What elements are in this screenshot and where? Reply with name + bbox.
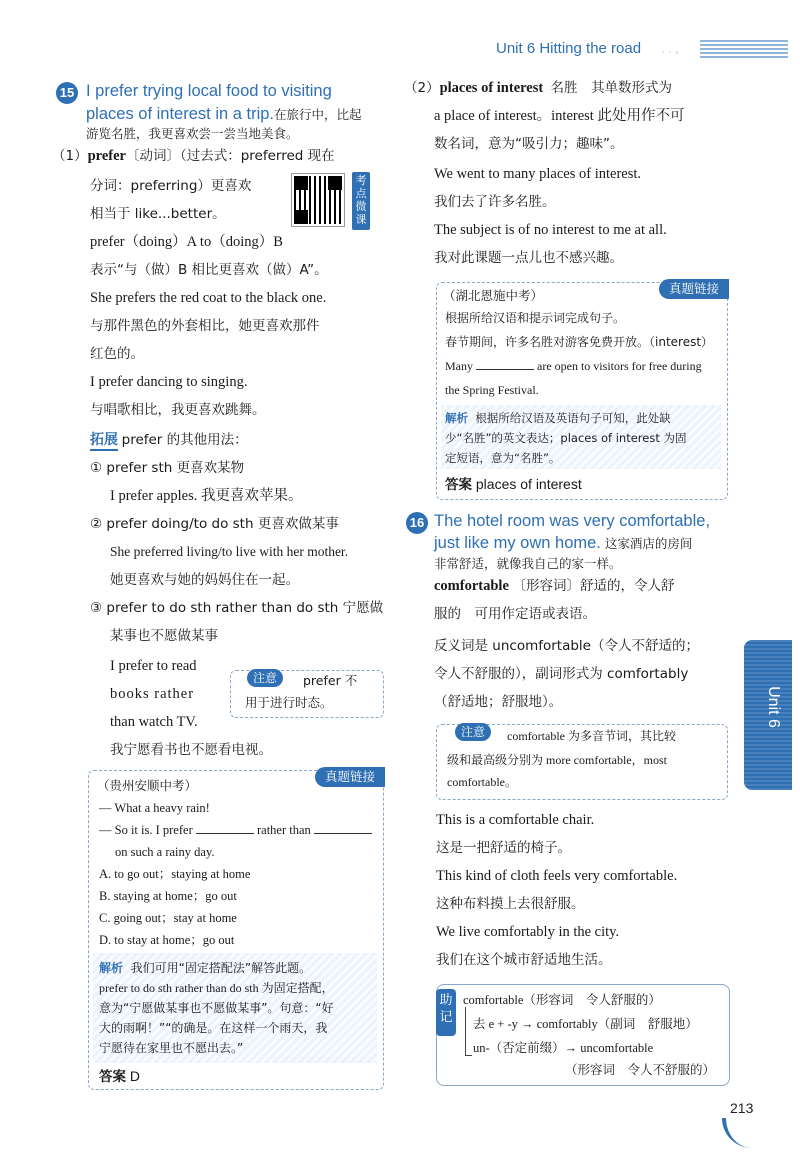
s15-p2-line-1: （2）places of interest 名胜 其单数形式为 (404, 80, 672, 96)
s16-title-en-1: The hotel room was very comfortable, (434, 512, 711, 530)
s15-ex1-cn-2: 红色的。 (90, 346, 144, 362)
s15-usage-3-ex-3: than watch TV. (110, 714, 198, 730)
section-15-number: 15 (56, 82, 78, 104)
s15-p1-line-3: 相当于 like...better。 (90, 206, 226, 222)
s15-usage-3-line-2: 某事也不愿做某事 (110, 628, 218, 644)
header-stripe-decoration (700, 40, 788, 60)
memory-line-1: comfortable（形容词 令人舒服的） (463, 993, 661, 1007)
s16-p-line-5: （舒适地；舒服地）。 (434, 694, 563, 710)
s16-ex3-cn: 我们在这个城市舒适地生活。 (436, 952, 612, 968)
quiz-source: （湖北恩施中考） (443, 288, 544, 303)
quiz-r-analysis: 解析 根据所给汉语及英语句子可知，此处缺 少“名胜”的英文表达；places of interest 为固 定短语，意为“名胜”。 (441, 405, 721, 469)
quiz-option-d: D. to stay at home；go out (99, 933, 235, 947)
quiz-r-q1: 根据所给汉语和提示词完成句子。 (445, 311, 626, 325)
s15r-ex1-cn: 我们去了许多名胜。 (434, 194, 556, 210)
s15-ex2-en: I prefer dancing to singing. (90, 374, 248, 390)
s15r-ex1-en: We went to many places of interest. (434, 166, 642, 182)
quiz-tab: 真题链接 (659, 279, 729, 299)
s15-usage-2-example-cn: 她更喜欢与她的妈妈住在一起。 (110, 572, 299, 588)
memory-line-4: （形容词 令人不舒服的） (565, 1063, 716, 1077)
s15-usage-2-example-en: She preferred living/to live with her mother. (110, 544, 349, 559)
s15-ex2-cn: 与唱歌相比，我更喜欢跳舞。 (90, 402, 266, 418)
memory-line-3: un-（否定前缀）→ uncomfortable (473, 1041, 654, 1055)
qr-code[interactable] (292, 174, 344, 226)
s16-ex2-en: This kind of cloth feels very comfortable. (436, 868, 678, 884)
quiz-box-right (436, 282, 728, 500)
s16-ex1-en: This is a comfortable chair. (436, 812, 595, 828)
s15-p1-line-4: prefer（doing）A to（doing）B (90, 234, 283, 250)
quiz-tab: 真题链接 (315, 767, 385, 787)
unit-side-tab[interactable] (744, 640, 792, 790)
s16-ex1-cn: 这是一把舒适的椅子。 (436, 840, 571, 856)
quiz-r-q3: Many are open to visitors for free during (445, 359, 702, 373)
s15-p2-line-2: a place of interest。interest 此处用作不可 (434, 108, 685, 124)
header-dots-decoration: · · ◦ (662, 48, 680, 57)
quiz-option-a: A. to go out；staying at home (99, 867, 251, 881)
qr-label: 考点微课 (352, 172, 370, 230)
quiz-source: （贵州安顺中考） (97, 778, 198, 793)
s16-p-line-2: 服的 可用作定语或表语。 (434, 606, 596, 622)
quiz-box-left (88, 770, 384, 1090)
note-badge: 注意 (455, 723, 491, 741)
s16-p-line-4: 令人不舒服的），副词形式为 comfortably (434, 666, 689, 682)
s15-extension: 拓展 prefer 的其他用法： (90, 426, 248, 454)
s15-usage-1-example: I prefer apples. 我更喜欢苹果。 (110, 488, 303, 504)
s15-p1-line-5: 表示“与（做）B 相比更喜欢（做）A”。 (90, 262, 328, 278)
extension-tag: 拓展 (90, 431, 118, 451)
s15-usage-3-ex-1: I prefer to read (110, 658, 197, 674)
note-badge: 注意 (247, 669, 283, 687)
s16-ex3-en: We live comfortably in the city. (436, 924, 620, 940)
s16-title-line-2: just like my own home. 这家酒店的房间 (434, 534, 693, 552)
s16-title-cn-2: 非常舒适，就像我自己的家一样。 (434, 556, 622, 571)
quiz-r-q4: the Spring Festival. (445, 383, 539, 397)
quiz-analysis: 解析 我们可用“固定搭配法”解答此题。 prefer to do sth rather than do sth 为固定搭配， 意为“宁愿做某事也不愿做某事”。句意：“好 大的雨啊！”“的确是。在这样一个雨天，我 宁愿待在家里也不愿出去。” (93, 953, 377, 1063)
running-header (490, 38, 790, 68)
quiz-option-b: B. staying at home；go out (99, 889, 237, 903)
quiz-r-answer: 答案 places of interest (445, 476, 582, 493)
s15-p1-line-2: 分词：preferring）更喜欢 (90, 178, 252, 194)
page-number: 213 (730, 1100, 754, 1116)
quiz-q3: on such a rainy day. (115, 845, 215, 859)
s15-title-line-2: places of interest in a trip.在旅行中，比起 (86, 105, 362, 123)
memory-bracket (465, 1007, 472, 1056)
s15-usage-1: ① prefer sth 更喜欢某物 (90, 460, 245, 476)
s16-ex2-cn: 这种布料摸上去很舒服。 (436, 896, 585, 912)
s16-p-line-3: 反义词是 uncomfortable（令人不舒适的； (434, 638, 699, 654)
s15-p1-line-1: （1）prefer〔动词〕（过去式：preferred 现在 (52, 148, 335, 164)
s15-usage-3-ex-2: books rather (110, 686, 195, 702)
s15-usage-3-line-1: ③ prefer to do sth rather than do sth 宁愿做 (90, 600, 384, 616)
memory-aid-box (436, 984, 730, 1086)
quiz-r-q2: 春节期间，许多名胜对游客免费开放。（interest） (445, 335, 714, 349)
s15-title-cn-2: 游览名胜，我更喜欢尝一尝当地美食。 (86, 126, 299, 141)
note-box-prefer: 注意 prefer 不 用于进行时态。 (230, 670, 384, 718)
running-header-title: Unit 6 Hitting the road (496, 40, 642, 57)
s15-usage-2: ② prefer doing/to do sth 更喜欢做某事 (90, 516, 339, 532)
s15-p2-line-3: 数名词，意为“吸引力；趣味”。 (434, 136, 624, 152)
page-curl-decoration (722, 1118, 766, 1148)
s15-ex1-en: She prefers the red coat to the black one. (90, 290, 327, 306)
s15-title-en-1: I prefer trying local food to visiting (86, 82, 332, 100)
quiz-option-c: C. going out；stay at home (99, 911, 237, 925)
s16-p-line-1: comfortable 〔形容词〕舒适的，令人舒 (434, 578, 675, 594)
quiz-answer: 答案 D (99, 1068, 141, 1085)
quiz-q2: — So it is. I prefer rather than (99, 819, 372, 841)
s15r-ex2-en: The subject is of no interest to me at all. (434, 222, 667, 238)
unit-side-tab-label: Unit 6 (765, 686, 782, 728)
s15r-ex2-cn: 我对此课题一点儿也不感兴趣。 (434, 250, 623, 266)
memory-aid-badge: 助记 (436, 989, 456, 1036)
quiz-q1: — What a heavy rain! (99, 801, 210, 815)
s15-usage-3-ex-cn: 我宁愿看书也不愿看电视。 (110, 742, 272, 758)
section-16-number: 16 (406, 512, 428, 534)
note-box-comfortable: 注意 comfortable 为多音节词，其比较 级和最高级分别为 more comfortable，most comfortable。 (436, 724, 728, 800)
memory-line-2: 去 e + -y → comfortably（副词 舒服地） (473, 1017, 698, 1031)
s15-ex1-cn-1: 与那件黑色的外套相比，她更喜欢那件 (90, 318, 320, 334)
